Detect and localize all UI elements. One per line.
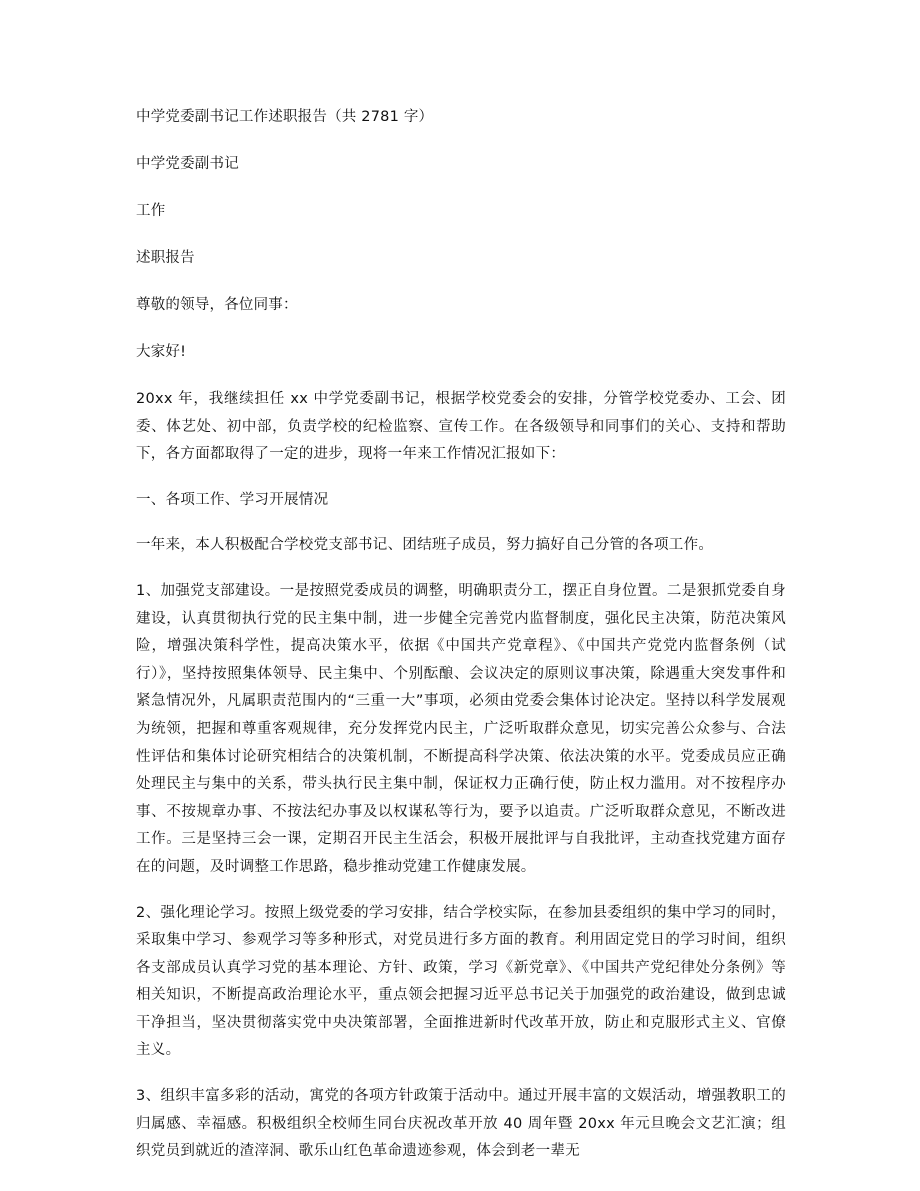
salutation: 尊敬的领导，各位同事： xyxy=(136,297,298,313)
intro-paragraph: 20xx 年，我继续担任 xx 中学党委副书记，根据学校党委会的安排，分管学校党委办、工会、团委、体艺处、初中部，负责学校的纪检监察、宣传工作。在各级领导和同事们的关心、支持和帮助下，各方面都取得了一定的进步，现将一年来工作情况汇报如下： xyxy=(136,391,786,463)
heading-line-2: 工作 xyxy=(136,203,166,219)
greeting: 大家好! xyxy=(136,344,187,360)
item-2-paragraph: 2、强化理论学习。按照上级党委的学习安排，结合学校实际，在参加县委组织的集中学习的同时，采取集中学习、参观学习等多种形式，对党员进行多方面的教育。利用固定党日的学习时间，组织各支部成员认真学习党的基本理论、方针、政策，学习《新党章》、《中国共产党纪律处分条例》等相关知识，不断提高政治理论水平，重点领会把握习近平总书记关于加强党的政治建设，做到忠诚干净担当，坚决贯彻落实党中央决策部署，全面推进新时代改革开放，防止和克服形式主义、官僚主义。 xyxy=(136,904,786,1059)
heading-line-1: 中学党委副书记 xyxy=(136,156,239,172)
summary-paragraph: 一年来，本人积极配合学校党支部书记、团结班子成员，努力搞好自己分管的各项工作。 xyxy=(136,537,714,554)
item-3-paragraph: 3、组织丰富多彩的活动，寓党的各项方针政策于活动中。通过开展丰富的文娱活动，增强教职工的归属感、幸福感。积极组织全校师生同台庆祝改革开放 40 周年暨 20xx 年元旦晚会文艺汇演；组织党员到就近的渣滓洞、歌乐山红色革命遗迹参观，体会到老一辈无 xyxy=(136,1088,786,1160)
heading-line-3: 述职报告 xyxy=(136,250,195,266)
item-1-paragraph: 1、加强党支部建设。一是按照党委成员的调整，明确职责分工，摆正自身位置。二是狠抓党委自身建设，认真贯彻执行党的民主集中制，进一步健全完善党内监督制度，强化民主决策，防范决策风险，增强决策科学性，提高决策水平，依据《中国共产党章程》、《中国共产党党内监督条例（试行）》，坚持按照集体领导、民主集中、个别酝酿、会议决定的原则议事决策，除遇重大突发事件和紧急情况外，凡属职责范围内的“三重一大”事项，必须由党委会集体讨论决定。坚持以科学发展观为统领，把握和尊重客观规律，充分发挥党内民主，广泛听取群众意见，切实完善公众参与、合法性评估和集体讨论研究相结合的决策机制，不断提高科学决策、依法决策的水平。党委成员应正确处理民主与集中的关系，带头执行民主集中制，保证权力正确行使，防止权力滥用。对不按程序办事、不按规章办事、不按法纪办事及以权谋私等行为，要予以追责。广泛听取群众意见，不断改进工作。三是坚持三会一课，定期召开民主生活会，积极开展批评与自我批评，主动查找党建方面存在的问题，及时调整工作思路，稳步推动党建工作健康发展。 xyxy=(136,582,786,875)
section-heading: 一、各项工作、学习开展情况 xyxy=(136,491,329,508)
document-page xyxy=(136,104,786,1184)
document-title: 中学党委副书记工作述职报告（共 2781 字） xyxy=(136,109,434,125)
